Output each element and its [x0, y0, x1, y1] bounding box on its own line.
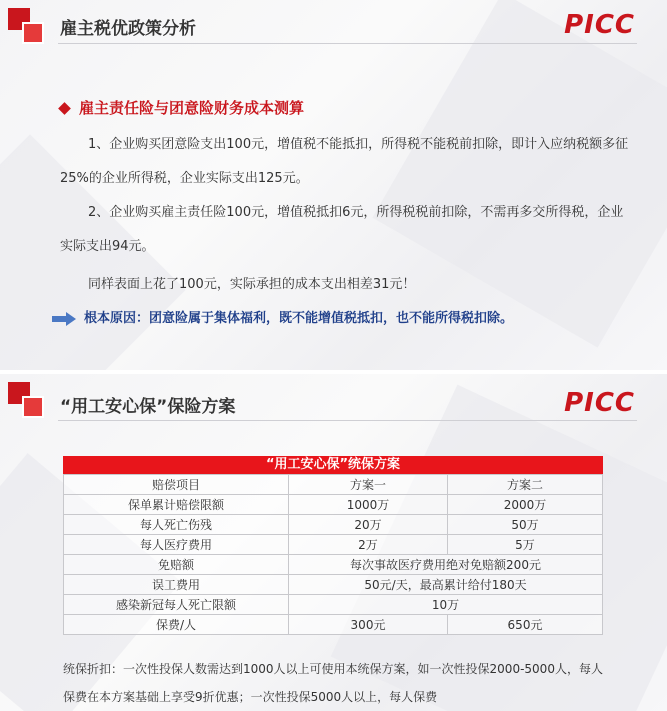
table-row — [64, 495, 603, 515]
table-row — [64, 595, 603, 615]
table-row — [64, 555, 603, 575]
table-row — [64, 535, 603, 555]
right-arrow-icon — [52, 312, 76, 326]
picc-logo: PICC — [564, 388, 635, 418]
diamond-bullet-icon — [58, 102, 71, 115]
plan2-cell: 650元 — [448, 615, 603, 635]
plan1-cell: 1000万 — [289, 495, 448, 515]
merged-cell: 每次事故医疗费用绝对免赔额200元 — [289, 555, 603, 575]
item-cell: 每人死亡伤残 — [64, 515, 289, 535]
slide-title: 雇主税优政策分析 — [60, 19, 196, 39]
table-row — [64, 515, 603, 535]
slide-insurance-plan — [0, 374, 667, 711]
plan2-cell: 2000万 — [448, 495, 603, 515]
plan-table — [63, 456, 603, 635]
merged-cell: 10万 — [289, 595, 603, 615]
title-divider — [58, 43, 637, 44]
picc-logo: PICC — [564, 10, 635, 40]
discount-note: 统保折扣：一次性投保人数需达到1000人以上可使用本统保方案，如一次性投保2000-5000人，每人保费在本方案基础上享受9折优惠；一次性投保5000人以上，每人保费 — [63, 662, 603, 704]
item-cell: 免赔额 — [64, 555, 289, 575]
root-cause-text: 根本原因：团意险属于集体福利，既不能增值税抵扣，也不能所得税扣除。 — [84, 311, 514, 326]
item-cell: 误工费用 — [64, 575, 289, 595]
header-cell: 赔偿项目 — [64, 475, 289, 495]
table-row — [64, 615, 603, 635]
paragraph-cost-difference: 同样表面上花了100元，实际承担的成本支出相差31元！ — [88, 277, 416, 292]
corner-square-icon — [22, 396, 44, 418]
merged-cell: 50元/天，最高累计给付180天 — [289, 575, 603, 595]
table-title: “用工安心保”统保方案 — [63, 456, 603, 474]
plan1-cell: 300元 — [289, 615, 448, 635]
plan-table-grid — [63, 474, 603, 635]
item-cell: 感染新冠每人死亡限额 — [64, 595, 289, 615]
header-cell: 方案一 — [289, 475, 448, 495]
plan1-cell: 2万 — [289, 535, 448, 555]
paragraph-employer-liability: 2、企业购买雇主责任险100元，增值税抵扣6元，所得税税前扣除，不需再多交所得税，企业实际支出94元。 — [60, 205, 624, 254]
root-cause — [52, 307, 513, 326]
item-cell: 每人医疗费用 — [64, 535, 289, 555]
paragraph-group-insurance: 1、企业购买团意险支出100元，增值税不能抵扣，所得税不能税前扣除，即计入应纳税额多征25%的企业所得税，企业实际支出125元。 — [60, 137, 629, 186]
table-row — [64, 575, 603, 595]
corner-square-icon — [22, 22, 44, 44]
section-heading-text: 雇主责任险与团意险财务成本测算 — [79, 99, 305, 117]
slide-title: “用工安心保”保险方案 — [60, 397, 236, 417]
item-cell: 保费/人 — [64, 615, 289, 635]
header-cell: 方案二 — [448, 475, 603, 495]
plan2-cell: 5万 — [448, 535, 603, 555]
title-divider — [58, 420, 637, 421]
table-header-row — [64, 475, 603, 495]
plan2-cell: 50万 — [448, 515, 603, 535]
plan1-cell: 20万 — [289, 515, 448, 535]
item-cell: 保单累计赔偿限额 — [64, 495, 289, 515]
section-heading — [60, 97, 304, 118]
